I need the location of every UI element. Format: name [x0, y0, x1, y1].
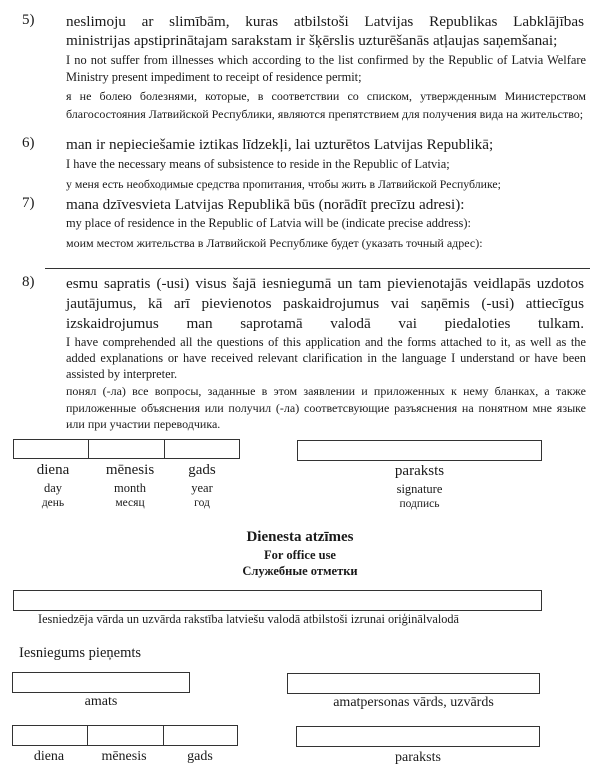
item-5-ru: я не болею болезнями, которые, в соответствии со списком, утвержденным Министерством благосостояния Латвийской Республики, являются препятствием для получения вида на жительство; — [66, 89, 586, 121]
office-signature-label: paraksts — [395, 750, 441, 765]
office-signature-field[interactable] — [296, 726, 540, 747]
applicant-signature-field[interactable] — [297, 440, 542, 461]
item-6-en: I have the necessary means of subsistence to reside in the Republic of Latvia; — [66, 157, 450, 171]
year-label-en: year — [191, 481, 213, 495]
office-year-field[interactable] — [163, 726, 238, 745]
item-8-ru: понял (-ла) все вопросы, заданные в этом заявлении и приложенных к нему бланках, а также приложенные объяснения или получил (-ла) соответсвующие разъяснения на понятном мне языке или при участии переводчика. — [66, 384, 586, 431]
office-year-label: gads — [187, 749, 213, 764]
day-label-en: day — [43, 481, 63, 495]
item-6-number: 6) — [22, 135, 35, 151]
position-field[interactable] — [12, 672, 190, 693]
office-day-label: diena — [33, 749, 65, 764]
position-label: amats — [84, 694, 118, 709]
office-title-ru: Служебные отметки — [242, 564, 358, 578]
year-label-ru: год — [194, 497, 210, 509]
address-underline — [45, 268, 590, 269]
month-label-en: month — [114, 481, 146, 495]
office-month-label: mēnesis — [101, 749, 147, 764]
item-5-lv-line1: neslimoju ar slimībām, kuras atbilstoši Latvijas Republikas Labklājības — [66, 13, 584, 30]
month-label-lv: mēnesis — [105, 462, 155, 478]
item-6-ru: у меня есть необходимые средства пропитания, чтобы жить в Латвийской Республике; — [66, 177, 501, 191]
official-name-field[interactable] — [287, 673, 540, 694]
item-7-number: 7) — [22, 195, 35, 211]
item-8-en: I have comprehended all the questions of this application and the forms attached to it, as well as the added explanations or have received relevant clarification in the language I understand or have been assisted by interpreter. — [66, 335, 586, 381]
application-accepted-label: Iesniegums pieņemts — [19, 645, 142, 661]
month-label-ru: месяц — [115, 497, 145, 509]
signature-label-lv: paraksts — [394, 463, 445, 479]
address-field[interactable] — [45, 254, 590, 268]
item-8-lv: esmu sapratis (-usi) visus šajā iesniegumā un tam pievienotajās veidlapās uzdotos jautājumus, kā arī pievienotos paskaidrojumus vai saņēmis (-usi) attiecīgus izskaidrojumus man saprotamā valodā vai piedaloties tulkam. — [66, 275, 584, 332]
signature-label-ru: подпись — [399, 498, 440, 510]
applicant-date-box — [13, 439, 240, 459]
item-5-en: I no not suffer from illnesses which according to the list confirmed by the Republic of Latvia Welfare Ministry present impediment to receipt of residence permit; — [66, 53, 586, 84]
year-label-lv: gads — [188, 462, 216, 478]
item-7-ru: моим местом жительства в Латвийской Республике будет (указать точный адрес): — [66, 236, 483, 250]
item-7-lv: mana dzīvesvieta Latvijas Republikā būs (norādīt precīzu adresi): — [66, 196, 465, 213]
item-8-number: 8) — [22, 274, 35, 290]
item-5-number: 5) — [22, 12, 35, 28]
office-month-field[interactable] — [87, 726, 164, 745]
official-name-label: amatpersonas vārds, uzvārds — [333, 695, 494, 710]
office-title-lv: Dienesta atzīmes — [246, 529, 354, 545]
day-label-ru: день — [41, 497, 65, 509]
applicant-year-field[interactable] — [164, 440, 240, 458]
office-date-box — [12, 725, 238, 746]
day-label-lv: diena — [36, 462, 70, 478]
applicant-month-field[interactable] — [88, 440, 165, 458]
item-7-en: my place of residence in the Republic of Latvia will be (indicate precise address): — [66, 216, 471, 230]
office-title-en: For office use — [264, 548, 336, 562]
item-5-lv-line2: ministrijas apstiprinātajam sarakstam ir šķērslis uzturēšanās atļaujas saņemšanai; — [66, 32, 558, 49]
item-6-lv: man ir nepieciešamie iztikas līdzekļi, lai uzturētos Latvijas Republikā; — [66, 136, 494, 153]
applicant-day-field[interactable] — [14, 440, 88, 458]
signature-label-en: signature — [396, 482, 443, 496]
name-spelling-field[interactable] — [13, 590, 542, 611]
name-spelling-label: Iesniedzēja vārda un uzvārda rakstība latviešu valodā atbilstoši izrunai oriģinālvalodā — [38, 612, 460, 626]
office-day-field[interactable] — [13, 726, 87, 745]
